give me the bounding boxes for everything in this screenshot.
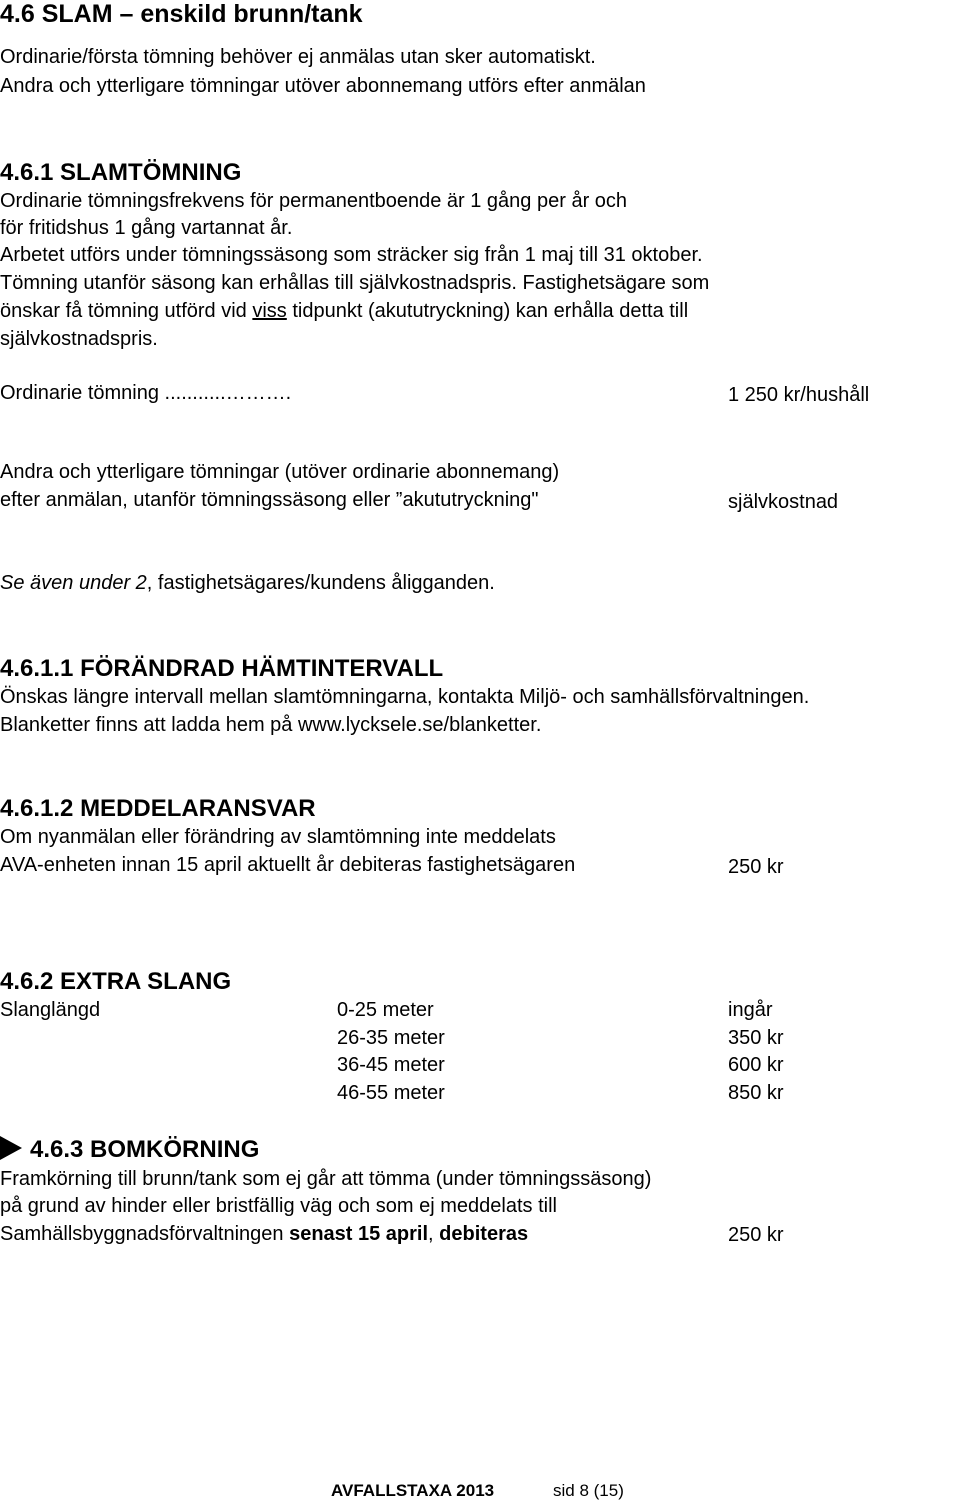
extra-emptying-price: självkostnad (728, 491, 839, 513)
s461-line-5a: önskar få tömning utförd vid (0, 300, 253, 322)
s463-deadline: senast 15 april (289, 1223, 429, 1245)
s461-line-3: Arbetet utförs under tömningssäsong som sträcker sig från 1 maj till 31 oktober. (0, 244, 703, 266)
hose-range-1: 26-35 meter (337, 1027, 445, 1049)
arrow-right-icon (0, 1136, 22, 1160)
s461-line-6: självkostnadspris. (0, 328, 158, 350)
s461-line-4a: Tömning utanför säsong kan erhållas till självkostnadspris. (0, 272, 517, 294)
s4612-line-1: Om nyanmälan eller förändring av slamtömning inte meddelats (0, 826, 556, 848)
see-also-prefix: Se även under (0, 572, 136, 594)
section-4-6-1-heading: 4.6.1 SLAMTÖMNING (0, 159, 242, 186)
see-also-suffix: , fastighetsägares/kundens åligganden. (146, 572, 495, 594)
hose-range-0: 0-25 meter (337, 999, 434, 1021)
hose-price-2: 600 kr (728, 1054, 784, 1076)
s461-line-5b: tidpunkt (akututryckning) kan erhålla detta till (286, 300, 689, 322)
s461-line-2: för fritidshus 1 gång vartannat år. (0, 217, 293, 239)
s463-line-3 (0, 1223, 528, 1246)
footer-page-number: sid 8 (15) (553, 1481, 624, 1500)
s4611-line-2: Blanketter finns att ladda hem på www.lycksele.se/blanketter. (0, 714, 542, 736)
see-also-ref: 2 (135, 572, 147, 594)
s463-line-2: på grund av hinder eller bristfällig väg och som ej meddelats till (0, 1195, 557, 1217)
see-also-note (0, 572, 495, 595)
extra-emptying-line-2: efter anmälan, utanför tömningssäsong eller ”akututryckning" (0, 489, 539, 511)
s461-line-4 (0, 272, 709, 295)
hose-range-3: 46-55 meter (337, 1082, 445, 1104)
section-4-6-3-heading: 4.6.3 BOMKÖRNING (30, 1136, 260, 1163)
section-4-6-1-2-heading: 4.6.1.2 MEDDELARANSVAR (0, 795, 316, 822)
section-4-6-heading: 4.6 SLAM – enskild brunn/tank (0, 0, 363, 28)
s46-paragraph-2: Andra och ytterligare tömningar utöver abonnemang utförs efter anmälan (0, 75, 646, 97)
s4612-price: 250 kr (728, 856, 784, 878)
ordinary-emptying-label: Ordinarie tömning ...........………. (0, 382, 292, 404)
section-4-6-1-1-heading: 4.6.1.1 FÖRÄNDRAD HÄMTINTERVALL (0, 655, 444, 682)
hose-length-label: Slanglängd (0, 999, 101, 1021)
s461-line-5-underlined: viss (252, 300, 287, 322)
s4611-line-1: Önskas längre intervall mellan slamtömningarna, kontakta Miljö- och samhällsförvaltningen. (0, 686, 810, 708)
hose-price-3: 850 kr (728, 1082, 784, 1104)
footer-title: AVFALLSTAXA 2013 (331, 1481, 495, 1500)
hose-range-2: 36-45 meter (337, 1054, 445, 1076)
extra-emptying-line-1: Andra och ytterligare tömningar (utöver ordinarie abonnemang) (0, 461, 560, 483)
s46-paragraph-1: Ordinarie/första tömning behöver ej anmälas utan sker automatiskt. (0, 46, 596, 68)
ordinary-emptying-price: 1 250 kr/hushåll (728, 384, 870, 406)
section-4-6-2-heading: 4.6.2 EXTRA SLANG (0, 968, 232, 995)
s4612-line-2: AVA-enheten innan 15 april aktuellt år debiteras fastighetsägaren (0, 854, 576, 876)
s461-line-5 (0, 300, 688, 323)
s463-line-3a: Samhällsbyggnadsförvaltningen (0, 1223, 290, 1245)
s463-price: 250 kr (728, 1224, 784, 1246)
hose-price-0: ingår (728, 999, 773, 1021)
s463-charged: debiteras (439, 1223, 529, 1245)
s461-line-4b: Fastighetsägare som (516, 272, 710, 294)
hose-price-1: 350 kr (728, 1027, 784, 1049)
s463-line-1: Framkörning till brunn/tank som ej går att tömma (under tömningssäsong) (0, 1168, 652, 1190)
s461-line-1: Ordinarie tömningsfrekvens för permanentboende är 1 gång per år och (0, 190, 628, 212)
s463-comma: , (428, 1223, 440, 1245)
